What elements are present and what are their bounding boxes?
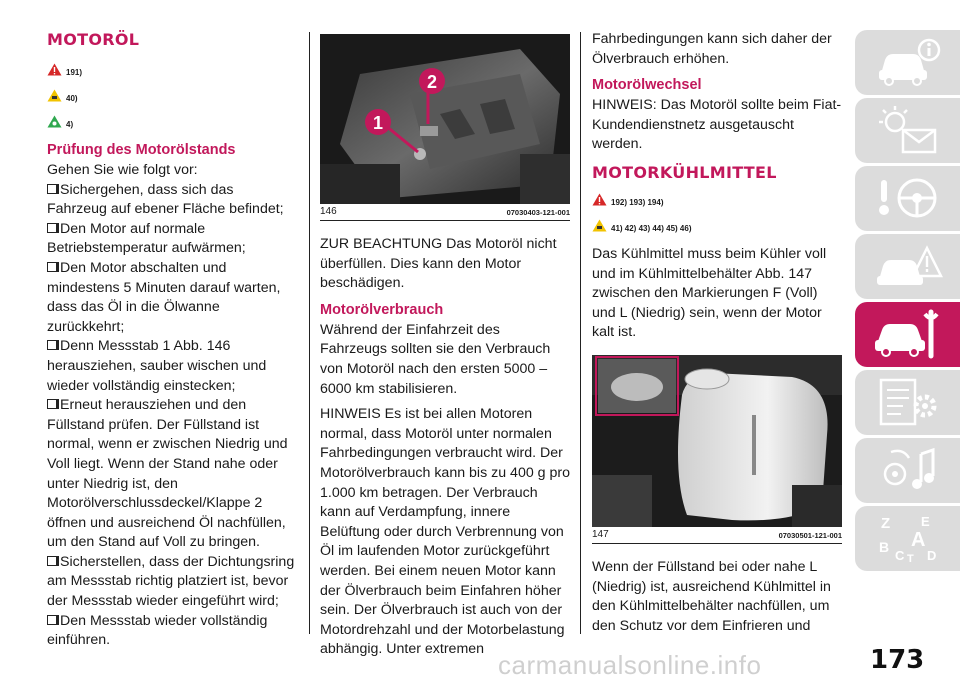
subheading-oil-check: Prüfung des Motorölstands: [47, 142, 236, 158]
environment-ref-row: [47, 108, 297, 134]
svg-text:E: E: [920, 514, 930, 530]
svg-text:D: D: [926, 548, 936, 564]
subheading-oil-change: Motorölwechsel: [592, 77, 702, 94]
emergency-icon: [873, 240, 943, 292]
intro-text: Gehen Sie wie folgt vor:: [47, 162, 198, 178]
checkbox-bullet-icon: [47, 340, 57, 350]
step-item: Denn Messstab 1 Abb. 146 herausziehen, sauber wischen und wieder vollständig einstecken;: [47, 338, 267, 394]
watermark: carmanualsonline.info: [498, 650, 762, 678]
warning-lights-icon: [873, 104, 943, 156]
caution-triangle-icon: [47, 89, 62, 102]
tab-warning-lights[interactable]: [855, 98, 960, 163]
caution-ref: 40): [66, 93, 78, 103]
environment-triangle-icon: [47, 115, 62, 128]
figure-146-caption: [320, 204, 570, 221]
svg-text:B: B: [878, 539, 889, 556]
refill-text: Wenn der Füllstand bei oder nahe L (Niedrig) ist, ausreichend Kühlmittel in den Kühlmittelbehälter nachfüllen, um den Schutz vor dem Einfrieren und: [592, 558, 831, 634]
engine-bay-illustration: [320, 34, 570, 204]
section-heading-motoroel: MOTORÖL: [47, 30, 140, 49]
consumption-text: Während der Einfahrzeit des Fahrzeugs sollten sie den Verbrauch von Motoröl nach den ersten 5000 – 6000 km stabilisieren.: [320, 321, 551, 397]
car-info-icon: [873, 36, 943, 88]
checkbox-bullet-icon: [47, 262, 57, 272]
caution-ref-row: [47, 82, 297, 108]
figure-code: 07030403-121-001: [506, 208, 570, 217]
safety-steering-icon: [873, 172, 943, 224]
step-item: Sichergehen, dass sich das Fahrzeug auf ebener Fläche befindet;: [47, 181, 284, 218]
step-item: Den Motor auf normale Betriebstemperatur aufwärmen;: [47, 220, 246, 257]
svg-text:A: A: [910, 529, 925, 552]
warning-ref: 191): [66, 67, 83, 77]
step-item: Sicherstellen, dass der Dichtungsring am Messstab richtig platziert ist, bevor der Messstab wieder eingeführt wird;: [47, 553, 295, 610]
danger-triangle-icon: [592, 193, 607, 206]
section-heading-coolant: MOTORKÜHLMITTEL: [592, 162, 777, 182]
figure-147-coolant-photo: [592, 355, 842, 527]
tab-maintenance[interactable]: [855, 302, 960, 367]
checkbox-bullet-icon: [47, 615, 57, 625]
caution-ref-row: [592, 213, 842, 239]
step-item: Den Messstab wieder vollständig einführen.: [47, 612, 268, 649]
checkbox-bullet-icon: [47, 556, 57, 566]
chapter-sidebar: [855, 30, 960, 574]
tab-emergency[interactable]: [855, 234, 960, 299]
warning-ref: 192) 193) 194): [611, 198, 664, 208]
svg-text:C: C: [894, 548, 904, 564]
multimedia-icon: [873, 444, 943, 496]
consumption-note: HINWEIS Es ist bei allen Motoren normal, dass Motoröl unter normalen Fahrbedingungen verbraucht wird. Der Motorölverbrauch kann bis zu 400 g pro 1.000 km betragen. Der Verbrauch kann auf Verdampfung, innere Belüftung oder durch Verbrennung von Öl im laufenden Motor zurückgeführt werden. Bei einem neuen Motor kann der Ölverbrauch beim Einfahren höher sein. Der Ölverbrauch ist auch von der Motordrehzahl und der Motorbelastung abhängig. Unter extremen: [320, 406, 570, 658]
tab-technical-data[interactable]: [855, 370, 960, 435]
figure-code: 07030501-121-001: [778, 530, 842, 540]
tab-multimedia[interactable]: [855, 438, 960, 503]
step-item: Den Motor abschalten und mindestens 5 Minuten darauf warten, dass das Öl in die Ölwanne zurückkehrt;: [47, 259, 281, 335]
tab-safety[interactable]: [855, 166, 960, 231]
callout-2: 2: [426, 72, 438, 92]
checkbox-bullet-icon: [47, 399, 57, 409]
column-middle: [320, 34, 570, 660]
environment-ref: 4): [66, 119, 74, 129]
step-item: Erneut herausziehen und den Füllstand prüfen. Der Füllstand ist normal, wenn er zwischen Niedrig und Voll liegt. Wenn der Stand nahe oder unter Niedrig ist, den Motorölverschlussdeckel/Klappe 2 öffnen und ausreichend Öl nachfüllen, um den Stand auf Voll zu bringen.: [47, 397, 288, 551]
checkbox-bullet-icon: [47, 223, 57, 233]
column-left: [47, 30, 297, 651]
column-divider: [309, 32, 310, 634]
callout-1: 1: [372, 113, 384, 133]
figure-147-caption: [592, 527, 842, 544]
continued-text: Fahrbedingungen kann sich daher der Ölverbrauch erhöhen.: [592, 31, 832, 67]
warning-ref-row: [47, 56, 297, 82]
oil-change-text: HINWEIS: Das Motoröl sollte beim Fiat-Kundendienstnetz ausgetauscht werden.: [592, 97, 842, 153]
tab-index[interactable]: [855, 506, 960, 571]
overfill-note: ZUR BEACHTUNG Das Motoröl nicht überfüllen. Dies kann den Motor beschädigen.: [320, 236, 557, 292]
figure-number: 147: [592, 528, 609, 540]
coolant-text: Das Kühlmittel muss beim Kühler voll und im Kühlmittelbehälter Abb. 147 zwischen den Markierungen F (Voll) und L (Niedrig) sein, wenn der Motor kalt ist.: [592, 245, 827, 341]
checkbox-bullet-icon: [47, 184, 57, 194]
subheading-oil-consumption: Motorölverbrauch: [320, 301, 444, 318]
tab-car-info[interactable]: [855, 30, 960, 95]
svg-text:Z: Z: [880, 515, 890, 533]
svg-text:T: T: [906, 553, 914, 565]
figure-number: 146: [320, 206, 337, 217]
maintenance-icon: [873, 308, 943, 360]
warning-ref-row: [592, 187, 842, 213]
caution-triangle-icon: [592, 219, 607, 232]
index-icon: [873, 512, 943, 564]
coolant-reservoir-illustration: [592, 355, 842, 527]
column-right: [592, 30, 842, 636]
danger-triangle-icon: [47, 63, 62, 76]
page-number: 173: [870, 645, 925, 675]
caution-ref: 41) 42) 43) 44) 45) 46): [611, 224, 692, 234]
technical-data-icon: [873, 376, 943, 428]
figure-146-engine-photo: [320, 34, 570, 204]
column-divider: [580, 32, 581, 634]
